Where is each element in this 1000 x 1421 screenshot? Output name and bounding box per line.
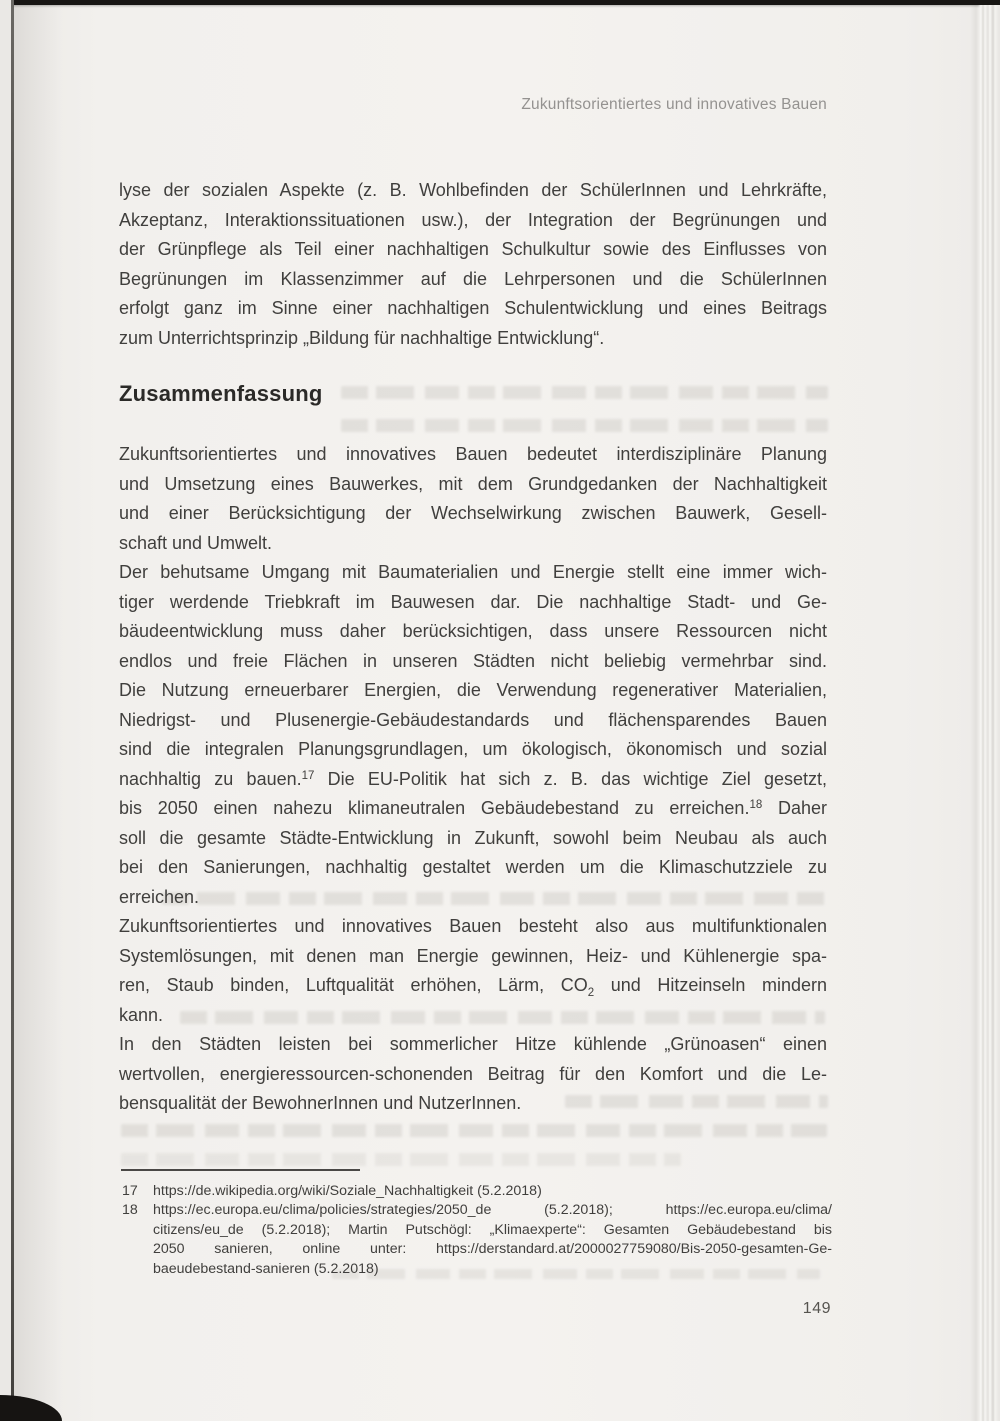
intro-paragraph xyxy=(119,176,827,353)
text-line: bei den Sanierungen, nachhaltig gestaltet werden um die Klimaschutzziele zu xyxy=(119,857,827,877)
text-line: Systemlösungen, mit denen man Energie gewinnen, Heiz- und Kühlenergie spa- xyxy=(119,945,827,966)
text-line: und Umsetzung eines Bauwerkes, mit dem Grundgedanken der Nachhaltigkeit xyxy=(119,473,827,494)
footnote-text-line: citizens/eu_de (5.2.2018); Martin Putschögl: „Klimaexperte“: Gesamten Gebäudebestand bis xyxy=(153,1221,832,1238)
text-segment: Die EU-Politik hat sich z. B. das wichtige Ziel gesetzt, xyxy=(314,768,827,789)
text-segment: bis 2050 einen nahezu klimaneutralen Gebäudebestand zu erreichen. xyxy=(119,798,750,818)
bleedthrough-text xyxy=(121,1124,827,1137)
text-line: kann. xyxy=(119,1004,164,1025)
text-line: In den Städten leisten bei sommerlicher Hitze kühlende „Grünoasen“ einen xyxy=(119,1034,827,1054)
co2-subscript: 2 xyxy=(587,987,595,999)
text-line: tiger werdende Triebkraft im Bauwesen dar. Die nachhaltige Stadt- und Ge- xyxy=(119,591,827,612)
text-line: wertvollen, energieressourcen-schonenden Beitrag für den Komfort und die Le- xyxy=(119,1063,827,1084)
page-edge-right xyxy=(970,5,1000,1421)
text-line xyxy=(119,971,827,1001)
page-number: 149 xyxy=(802,1300,831,1317)
footnote-ref-17: 17 xyxy=(301,769,315,782)
text-line: erfolgt ganz im Sinne einer nachhaltigen Schulentwicklung und eines Beitrags xyxy=(119,298,827,318)
text-segment: nachhaltig zu bauen. xyxy=(119,768,302,789)
text-line: Die Nutzung erneuerbarer Energien, die Verwendung regenerativer Materialien, xyxy=(119,680,827,700)
footnote-text-line: baeudebestand-sanieren (5.2.2018) xyxy=(153,1260,379,1277)
footnote-text-line: https://ec.europa.eu/clima/policies/strategies/2050_de (5.2.2018); https://ec.europa.eu/clima/ xyxy=(153,1202,832,1219)
text-line: erreichen. xyxy=(119,886,200,907)
footnote-number: 17 xyxy=(122,1183,138,1199)
running-head: Zukunftsorientiertes und innovatives Bauen xyxy=(521,96,827,113)
text-line: bäudeentwicklung muss daher berücksichtigen, dass unsere Ressourcen nicht xyxy=(119,621,827,641)
text-line: lyse der sozialen Aspekte (z. B. Wohlbefinden der SchülerInnen und Lehrkräfte, xyxy=(119,180,827,200)
text-segment: ren, Staub binden, Luftqualität erhöhen, Lärm, CO xyxy=(119,975,588,995)
summary-paragraphs xyxy=(119,440,827,1119)
bleedthrough-text xyxy=(121,1153,681,1166)
bleedthrough-text xyxy=(341,386,828,399)
footnote-18 xyxy=(122,1201,832,1279)
text-line xyxy=(119,765,827,795)
text-line: bensqualität der BewohnerInnen und NutzerInnen. xyxy=(119,1093,522,1113)
book-gutter xyxy=(0,0,11,1421)
footnote-number: 18 xyxy=(122,1202,138,1219)
scan-top-edge xyxy=(0,0,1000,5)
footnote-rule xyxy=(121,1169,360,1171)
footnote-ref-18: 18 xyxy=(749,799,763,811)
text-line: der Grünpflege als Teil einer nachhaltigen Schulkultur sowie des Einflusses von xyxy=(119,239,827,259)
text-line: Zukunftsorientiertes und innovatives Bauen besteht also aus multifunktionalen xyxy=(119,916,827,936)
text-segment: Daher xyxy=(762,798,827,818)
text-line: schaft und Umwelt. xyxy=(119,532,273,553)
footnote-text-line: https://de.wikipedia.org/wiki/Soziale_Nachhaltigkeit (5.2.2018) xyxy=(153,1183,542,1199)
text-line: Zukunftsorientiertes und innovatives Bauen bedeutet interdisziplinäre Planung xyxy=(119,444,827,464)
footnote-17 xyxy=(122,1182,832,1201)
text-segment: und Hitzeinseln mindern xyxy=(594,975,827,995)
text-line: Akzeptanz, Interaktionssituationen usw.), der Integration der Begrünungen und xyxy=(119,209,827,230)
text-line: Begrünungen im Klassenzimmer auf die Lehrpersonen und die SchülerInnen xyxy=(119,268,827,289)
text-line: Niedrigst- und Plusenergie-Gebäudestandards und flächensparendes Bauen xyxy=(119,709,827,730)
text-line: soll die gesamte Städte-Entwicklung in Zukunft, sowohl beim Neubau als auch xyxy=(119,827,827,848)
text-line xyxy=(119,794,827,824)
bleedthrough-text xyxy=(341,419,828,432)
section-heading: Zusammenfassung xyxy=(119,381,323,406)
text-line: zum Unterrichtsprinzip „Bildung für nachhaltige Entwicklung“. xyxy=(119,327,605,348)
footnote-text-line: 2050 sanieren, online unter: https://derstandard.at/2000027759080/Bis-2050-gesamten-Ge- xyxy=(153,1241,832,1258)
text-line: Der behutsame Umgang mit Baumaterialien und Energie stellt eine immer wich- xyxy=(119,562,827,582)
text-line: endlos und freie Flächen in unseren Städten nicht beliebig vermehrbar sind. xyxy=(119,650,827,671)
text-line: und einer Berücksichtigung der Wechselwirkung zwischen Bauwerk, Gesell- xyxy=(119,503,827,523)
footnotes xyxy=(122,1182,832,1279)
text-line: sind die integralen Planungsgrundlagen, um ökologisch, ökonomisch und sozial xyxy=(119,739,827,759)
spine-shadow xyxy=(14,5,62,1421)
